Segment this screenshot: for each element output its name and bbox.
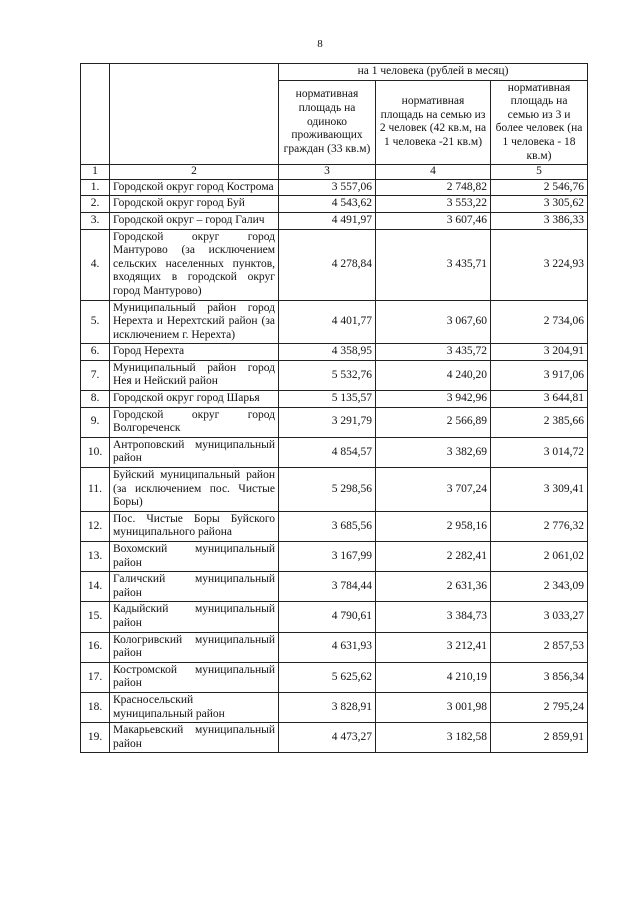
table-row bbox=[81, 632, 588, 662]
value-family-3plus: 2 859,91 bbox=[491, 723, 588, 753]
value-family-3plus: 3 386,33 bbox=[491, 212, 588, 229]
value-single: 4 491,97 bbox=[279, 212, 376, 229]
row-number: 16. bbox=[81, 632, 110, 662]
municipality-name: Галичский муниципальный район bbox=[110, 572, 279, 602]
row-number: 18. bbox=[81, 692, 110, 722]
value-family-2: 4 210,19 bbox=[376, 662, 491, 692]
header-col3: нормативная площадь на одиноко проживающих граждан (33 кв.м) bbox=[279, 80, 376, 165]
value-family-3plus: 2 857,53 bbox=[491, 632, 588, 662]
row-number: 12. bbox=[81, 511, 110, 541]
header-group-label: на 1 человека (рублей в месяц) bbox=[279, 64, 588, 81]
value-single: 5 135,57 bbox=[279, 391, 376, 408]
municipality-name: Муниципальный район город Нея и Нейский район bbox=[110, 360, 279, 390]
value-family-2: 3 384,73 bbox=[376, 602, 491, 632]
value-family-3plus: 2 546,76 bbox=[491, 179, 588, 196]
value-family-3plus: 3 204,91 bbox=[491, 344, 588, 361]
table-row bbox=[81, 344, 588, 361]
row-number: 10. bbox=[81, 437, 110, 467]
header-group-row bbox=[81, 64, 588, 81]
value-single: 3 685,56 bbox=[279, 511, 376, 541]
table-row bbox=[81, 360, 588, 390]
value-family-2: 4 240,20 bbox=[376, 360, 491, 390]
value-family-3plus: 2 776,32 bbox=[491, 511, 588, 541]
value-family-2: 2 282,41 bbox=[376, 542, 491, 572]
header-empty-cell-2 bbox=[110, 64, 279, 165]
value-family-3plus: 3 305,62 bbox=[491, 196, 588, 213]
value-family-3plus: 2 343,09 bbox=[491, 572, 588, 602]
municipality-name: Пос. Чистые Боры Буйского муниципального района bbox=[110, 511, 279, 541]
value-family-2: 3 212,41 bbox=[376, 632, 491, 662]
table-row bbox=[81, 407, 588, 437]
row-number: 11. bbox=[81, 468, 110, 512]
value-single: 3 291,79 bbox=[279, 407, 376, 437]
value-single: 4 401,77 bbox=[279, 300, 376, 344]
value-single: 3 784,44 bbox=[279, 572, 376, 602]
row-number: 14. bbox=[81, 572, 110, 602]
municipality-name: Красносельский муниципальный район bbox=[110, 692, 279, 722]
value-family-3plus: 3 014,72 bbox=[491, 437, 588, 467]
page-number: 8 bbox=[317, 38, 323, 50]
municipality-name: Костромской муниципальный район bbox=[110, 662, 279, 692]
value-single: 4 631,93 bbox=[279, 632, 376, 662]
municipality-name: Кологривский муниципальный район bbox=[110, 632, 279, 662]
table-row bbox=[81, 692, 588, 722]
table-row bbox=[81, 300, 588, 344]
value-single: 4 543,62 bbox=[279, 196, 376, 213]
value-family-2: 3 553,22 bbox=[376, 196, 491, 213]
row-number: 13. bbox=[81, 542, 110, 572]
value-family-2: 3 607,46 bbox=[376, 212, 491, 229]
municipality-name: Кадыйский муниципальный район bbox=[110, 602, 279, 632]
subsistence-table bbox=[80, 63, 588, 753]
value-family-3plus: 2 061,02 bbox=[491, 542, 588, 572]
value-single: 4 358,95 bbox=[279, 344, 376, 361]
column-number: 1 bbox=[81, 165, 110, 180]
value-family-2: 3 382,69 bbox=[376, 437, 491, 467]
municipality-name: Городской округ город Буй bbox=[110, 196, 279, 213]
municipality-name: Макарьевский муниципальный район bbox=[110, 723, 279, 753]
column-number: 2 bbox=[110, 165, 279, 180]
table-row bbox=[81, 196, 588, 213]
row-number: 8. bbox=[81, 391, 110, 408]
value-family-2: 2 566,89 bbox=[376, 407, 491, 437]
row-number: 2. bbox=[81, 196, 110, 213]
value-family-2: 3 942,96 bbox=[376, 391, 491, 408]
value-single: 3 828,91 bbox=[279, 692, 376, 722]
value-family-3plus: 3 309,41 bbox=[491, 468, 588, 512]
municipality-name: Вохомский муниципальный район bbox=[110, 542, 279, 572]
value-family-2: 3 001,98 bbox=[376, 692, 491, 722]
value-single: 5 532,76 bbox=[279, 360, 376, 390]
table-body bbox=[81, 179, 588, 753]
value-family-2: 3 182,58 bbox=[376, 723, 491, 753]
value-family-3plus: 3 917,06 bbox=[491, 360, 588, 390]
value-family-2: 2 748,82 bbox=[376, 179, 491, 196]
row-number: 3. bbox=[81, 212, 110, 229]
municipality-name: Городской округ город Кострома bbox=[110, 179, 279, 196]
value-family-2: 3 435,71 bbox=[376, 229, 491, 300]
value-single: 3 167,99 bbox=[279, 542, 376, 572]
row-number: 19. bbox=[81, 723, 110, 753]
value-single: 4 790,61 bbox=[279, 602, 376, 632]
value-family-2: 2 958,16 bbox=[376, 511, 491, 541]
column-number-row bbox=[81, 165, 588, 180]
table-row bbox=[81, 542, 588, 572]
value-family-3plus: 2 734,06 bbox=[491, 300, 588, 344]
table-row bbox=[81, 662, 588, 692]
row-number: 6. bbox=[81, 344, 110, 361]
table-row bbox=[81, 179, 588, 196]
row-number: 17. bbox=[81, 662, 110, 692]
value-family-3plus: 3 224,93 bbox=[491, 229, 588, 300]
table-row bbox=[81, 229, 588, 300]
value-family-3plus: 3 856,34 bbox=[491, 662, 588, 692]
table-row bbox=[81, 212, 588, 229]
row-number: 4. bbox=[81, 229, 110, 300]
header-col5: нормативная площадь на семью из 3 и более человек (на 1 человека - 18 кв.м) bbox=[491, 80, 588, 165]
table-row bbox=[81, 391, 588, 408]
table-row bbox=[81, 572, 588, 602]
column-number: 5 bbox=[491, 165, 588, 180]
table-row bbox=[81, 602, 588, 632]
value-family-3plus: 3 644,81 bbox=[491, 391, 588, 408]
municipality-name: Городской округ – город Галич bbox=[110, 212, 279, 229]
value-family-2: 2 631,36 bbox=[376, 572, 491, 602]
value-family-3plus: 3 033,27 bbox=[491, 602, 588, 632]
value-family-2: 3 707,24 bbox=[376, 468, 491, 512]
value-family-2: 3 067,60 bbox=[376, 300, 491, 344]
table-row bbox=[81, 437, 588, 467]
value-single: 4 278,84 bbox=[279, 229, 376, 300]
municipality-name: Буйский муниципальный район (за исключением пос. Чистые Боры) bbox=[110, 468, 279, 512]
municipality-name: Городской округ город Мантурово (за исключением сельских населенных пунктов, входящих в городской округ город Мантурово) bbox=[110, 229, 279, 300]
row-number: 7. bbox=[81, 360, 110, 390]
value-family-3plus: 2 385,66 bbox=[491, 407, 588, 437]
header-col4: нормативная площадь на семью из 2 человек (42 кв.м, на 1 человека -21 кв.м) bbox=[376, 80, 491, 165]
municipality-name: Город Нерехта bbox=[110, 344, 279, 361]
value-single: 5 298,56 bbox=[279, 468, 376, 512]
municipality-name: Муниципальный район город Нерехта и Нерехтский район (за исключением г. Нерехта) bbox=[110, 300, 279, 344]
value-single: 4 854,57 bbox=[279, 437, 376, 467]
value-single: 4 473,27 bbox=[279, 723, 376, 753]
value-single: 3 557,06 bbox=[279, 179, 376, 196]
table-row bbox=[81, 723, 588, 753]
row-number: 5. bbox=[81, 300, 110, 344]
row-number: 15. bbox=[81, 602, 110, 632]
column-number: 4 bbox=[376, 165, 491, 180]
value-single: 5 625,62 bbox=[279, 662, 376, 692]
value-family-3plus: 2 795,24 bbox=[491, 692, 588, 722]
municipality-name: Антроповский муниципальный район bbox=[110, 437, 279, 467]
table-row bbox=[81, 468, 588, 512]
municipality-name: Городской округ город Волгореченск bbox=[110, 407, 279, 437]
value-family-2: 3 435,72 bbox=[376, 344, 491, 361]
municipality-name: Городской округ город Шарья bbox=[110, 391, 279, 408]
row-number: 1. bbox=[81, 179, 110, 196]
table-row bbox=[81, 511, 588, 541]
header-empty-cell-1 bbox=[81, 64, 110, 165]
column-number: 3 bbox=[279, 165, 376, 180]
row-number: 9. bbox=[81, 407, 110, 437]
